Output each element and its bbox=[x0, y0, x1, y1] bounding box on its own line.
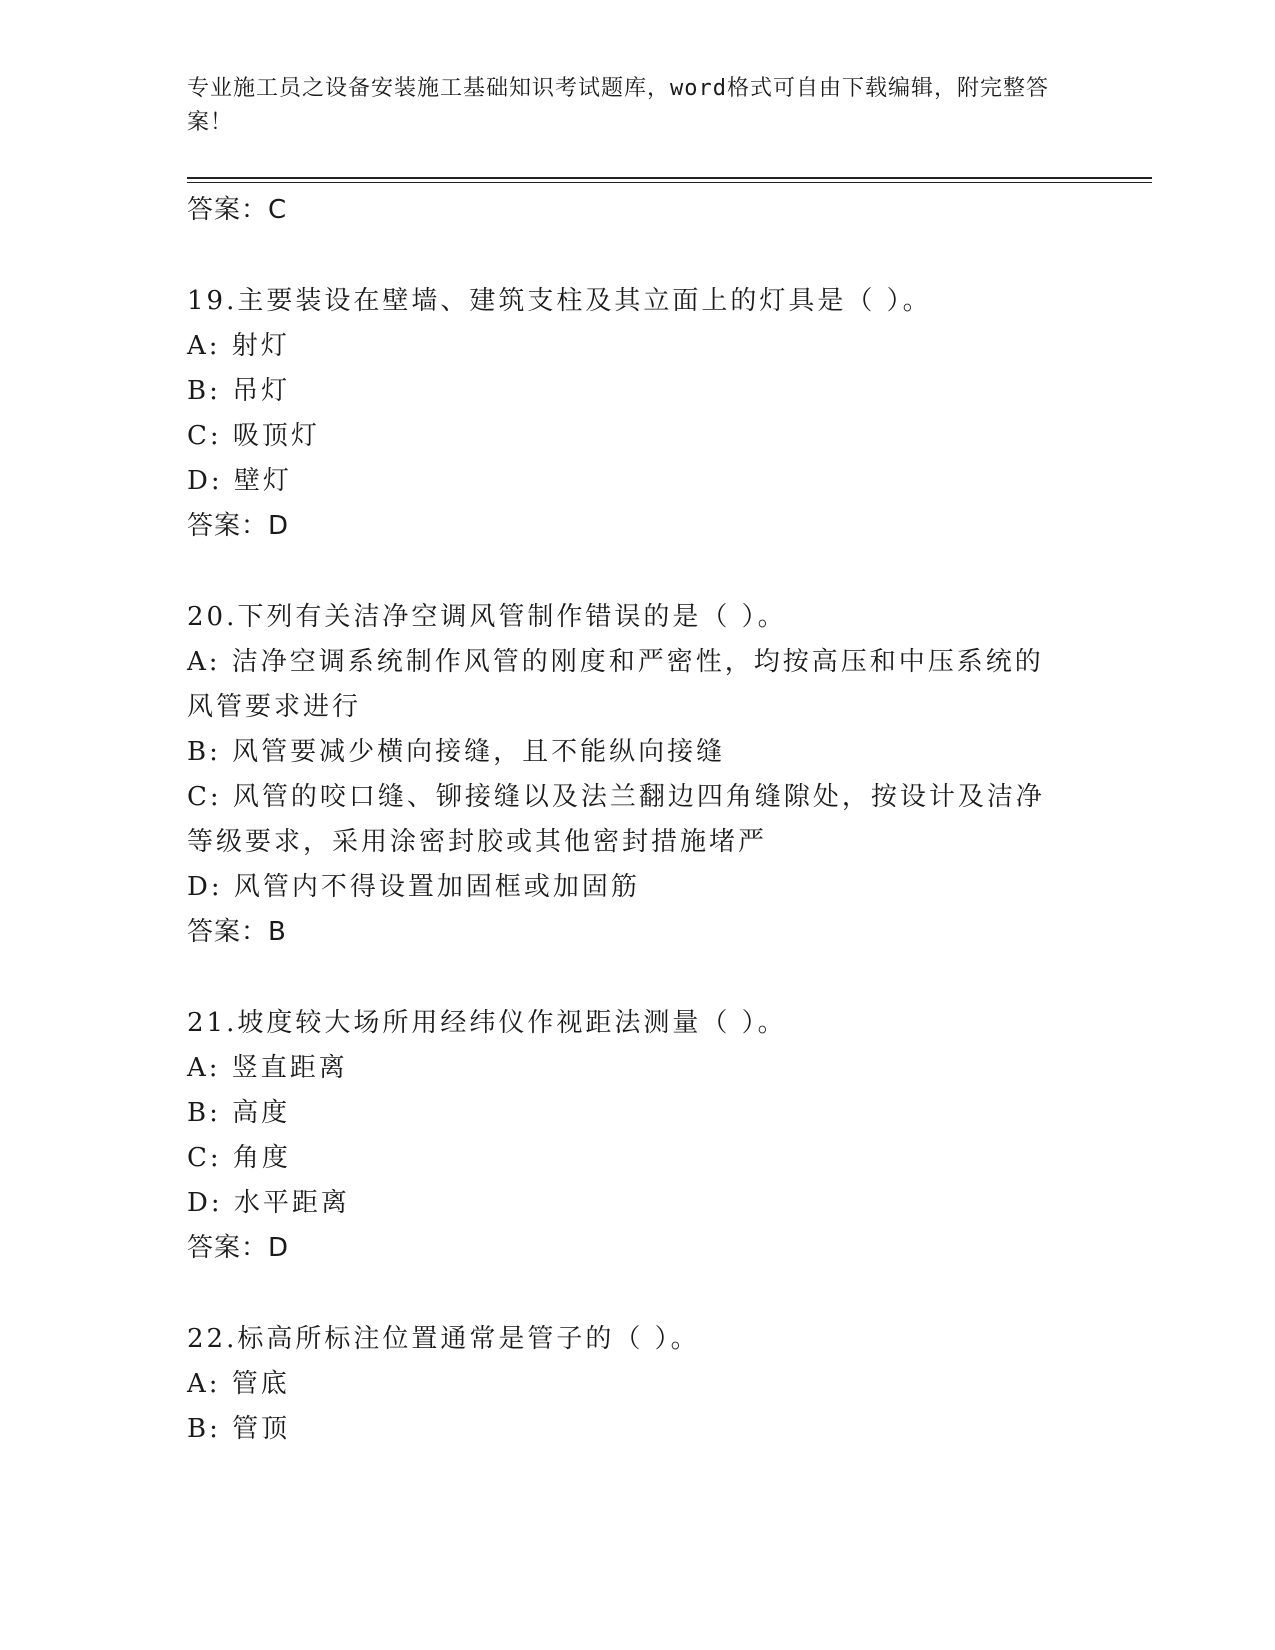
document-header: 专业施工员之设备安装施工基础知识考试题库，word格式可自由下载编辑，附完整答案！ bbox=[187, 76, 1049, 135]
question-20 bbox=[187, 595, 1087, 955]
header-divider-thin bbox=[187, 182, 1152, 183]
answer-line: 答案：D bbox=[187, 1233, 290, 1263]
question-22 bbox=[187, 1317, 1087, 1452]
option-b: B: 高度 bbox=[187, 1098, 291, 1128]
answer-line: 答案：B bbox=[187, 917, 287, 947]
previous-answer: 答案：C bbox=[187, 195, 288, 225]
question-stem: 19.主要装设在壁墙、建筑支柱及其立面上的灯具是（ ）。 bbox=[187, 286, 932, 316]
option-c: C: 吸顶灯 bbox=[187, 421, 320, 451]
option-b: B: 吊灯 bbox=[187, 376, 291, 406]
option-a: A: 射灯 bbox=[187, 331, 290, 361]
option-d: D: 水平距离 bbox=[187, 1188, 350, 1218]
question-19 bbox=[187, 279, 1087, 549]
option-c: C: 风管的咬口缝、铆接缝以及法兰翻边四角缝隙处，按设计及洁净等级要求，采用涂密封胶或其他密封措施堵严 bbox=[187, 782, 1045, 857]
question-stem: 22.标高所标注位置通常是管子的（ ）。 bbox=[187, 1324, 700, 1354]
option-b: B: 管顶 bbox=[187, 1414, 291, 1444]
option-a: A: 洁净空调系统制作风管的刚度和严密性，均按高压和中压系统的风管要求进行 bbox=[187, 647, 1044, 722]
option-d: D: 壁灯 bbox=[187, 466, 292, 496]
option-c: C: 角度 bbox=[187, 1143, 291, 1173]
option-a: A: 竖直距离 bbox=[187, 1053, 348, 1083]
option-a: A: 管底 bbox=[187, 1369, 290, 1399]
question-21 bbox=[187, 1001, 1087, 1271]
header-divider-thick bbox=[187, 177, 1152, 179]
option-d: D: 风管内不得设置加固框或加固筋 bbox=[187, 872, 640, 902]
question-stem: 20.下列有关洁净空调风管制作错误的是（ ）。 bbox=[187, 602, 787, 632]
option-b: B: 风管要减少横向接缝，且不能纵向接缝 bbox=[187, 737, 726, 767]
question-list bbox=[187, 188, 1087, 1452]
question-stem: 21.坡度较大场所用经纬仪作视距法测量（ ）。 bbox=[187, 1008, 787, 1038]
answer-line: 答案：D bbox=[187, 511, 290, 541]
